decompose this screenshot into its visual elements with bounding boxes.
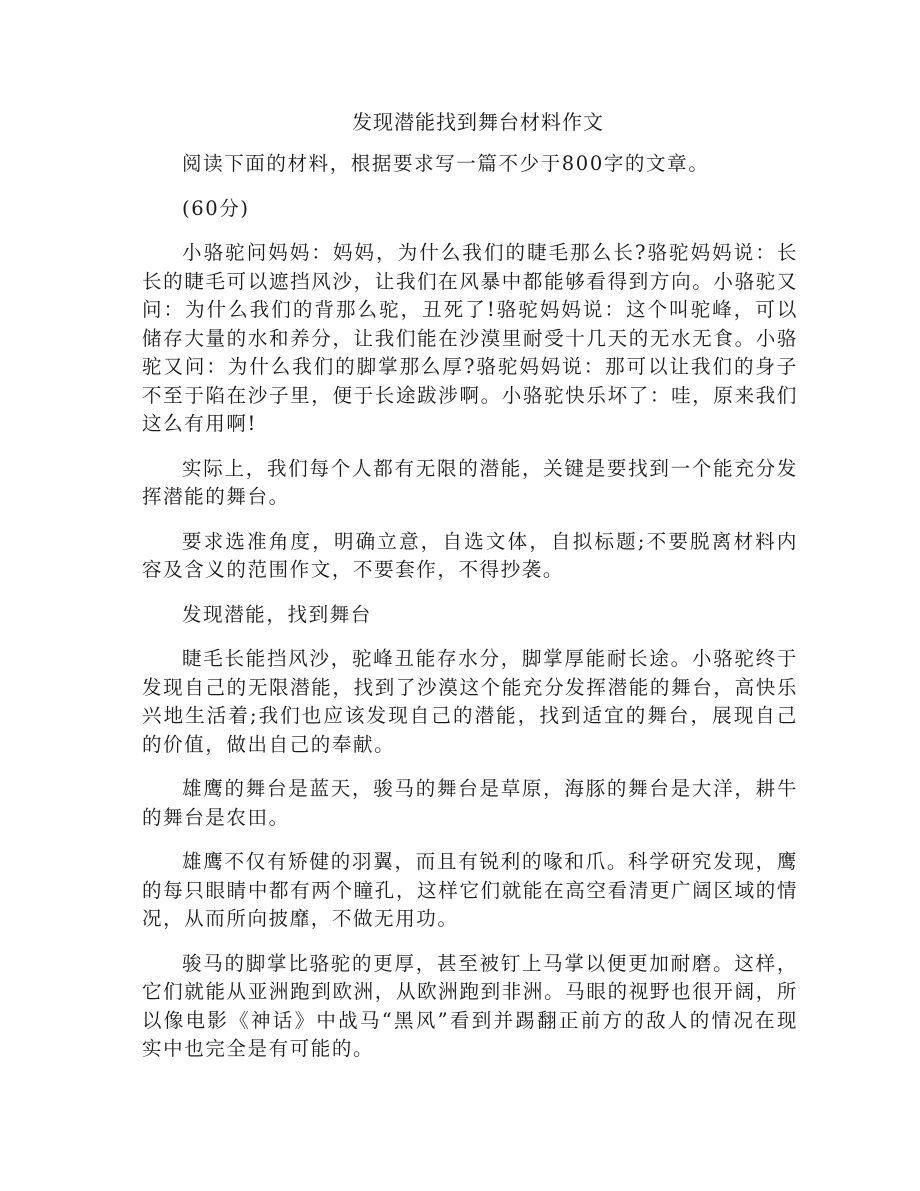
paragraph-camel-story: 小骆驼问妈妈：妈妈，为什么我们的睫毛那么长?骆驼妈妈说：长长的睫毛可以遮挡风沙，让我们在风暴中都能够看得到方向。小骆驼又问：为什么我们的背那么驼，丑死了!骆驼妈妈说：这个叫驼峰，可以储存大量的水和养分，让我们能在沙漠里耐受十几天的无水无食。小骆驼又问：为什么我们的脚掌那么厚?骆驼妈妈说：那可以让我们的身子不至于陷在沙子里，便于长途跋涉啊。小骆驼快乐坏了：哇，原来我们这么有用啊!	[142, 241, 798, 435]
paragraph-score: (60分)	[182, 196, 250, 220]
essay-subtitle: 发现潜能，找到舞台	[182, 602, 372, 626]
paragraph-essay-intro: 睫毛长能挡风沙，驼峰丑能存水分，脚掌厚能耐长途。小骆驼终于发现自己的无限潜能，找到了沙漠这个能充分发挥潜能的舞台，高快乐兴地生活着;我们也应该发现自己的潜能，找到适宜的舞台，展现自己的价值，做出自己的奉献。	[142, 647, 798, 756]
document-title: 发现潜能找到舞台材料作文	[352, 110, 604, 134]
paragraph-eagle: 雄鹰不仅有矫健的羽翼，而且有锐利的喙和爪。科学研究发现，鹰的每只眼睛中都有两个瞳孔，这样它们就能在高空看清更广阔区域的情况，从而所向披靡，不做无用功。	[142, 850, 798, 930]
document-body	[142, 150, 798, 1080]
paragraph-requirements: 要求选准角度，明确立意，自选文体，自拟标题;不要脱离材料内容及含义的范围作文，不要套作，不得抄袭。	[142, 529, 798, 581]
paragraph-stages: 雄鹰的舞台是蓝天，骏马的舞台是草原，海豚的舞台是大洋，耕牛的舞台是农田。	[142, 777, 798, 829]
paragraph-instruction: 阅读下面的材料，根据要求写一篇不少于800字的文章。	[182, 152, 710, 175]
paragraph-horse: 骏马的脚掌比骆驼的更厚，甚至被钉上马掌以便更加耐磨。这样，它们就能从亚洲跑到欧洲，从欧洲跑到非洲。马眼的视野也很开阔，所以像电影《神话》中战马“黑风”看到并踢翻正前方的敌人的情况在现实中也完全是有可能的。	[142, 951, 798, 1060]
paragraph-potential: 实际上，我们每个人都有无限的潜能，关键是要找到一个能充分发挥潜能的舞台。	[142, 456, 798, 508]
